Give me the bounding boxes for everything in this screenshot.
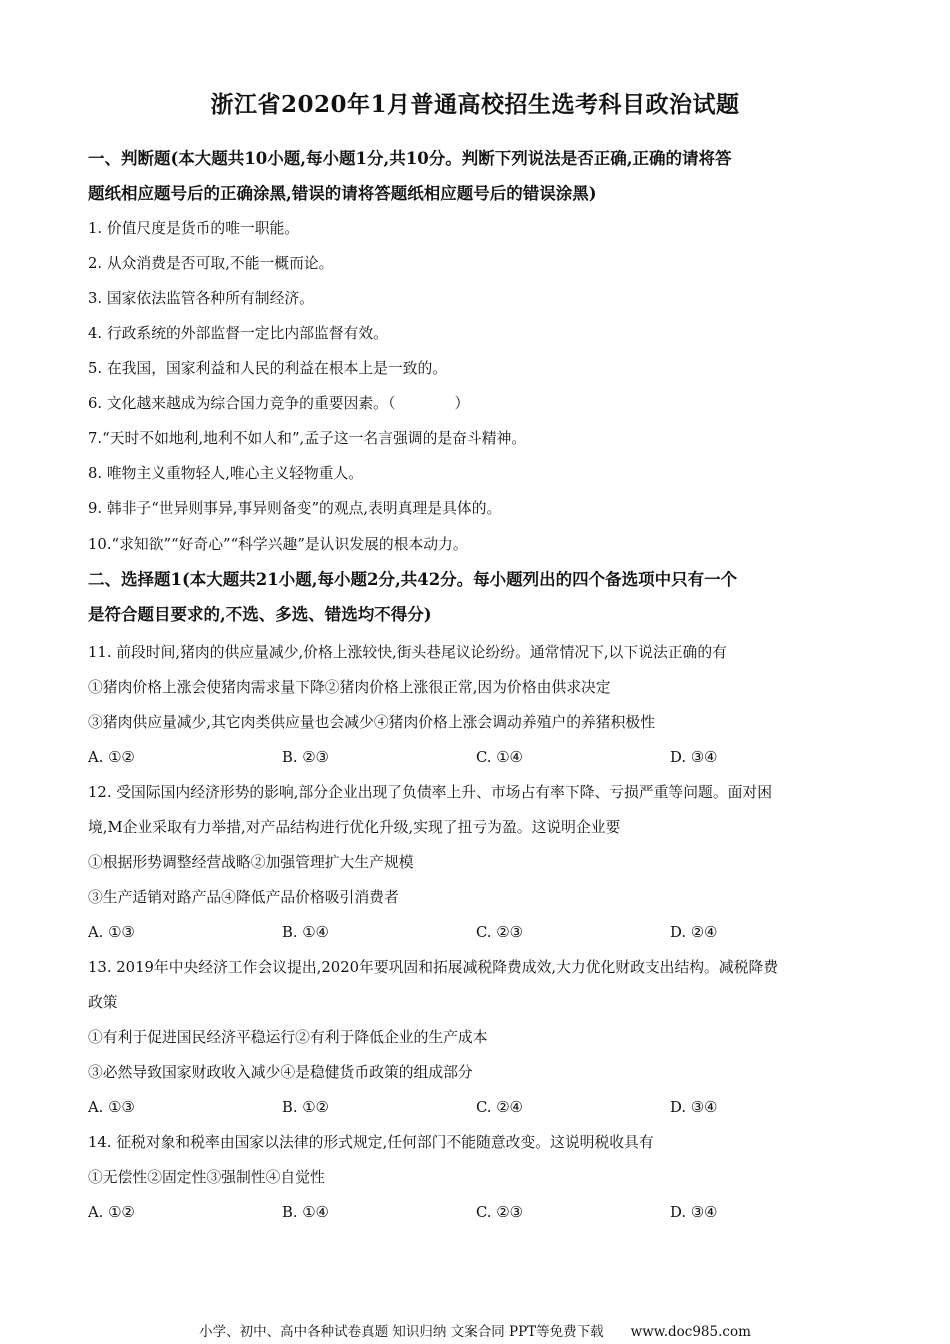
judgment-item: 3. 国家依法监管各种所有制经济。 xyxy=(88,290,314,307)
page-title: 浙江省2020年1月普通高校招生选考科目政治试题 xyxy=(210,91,740,118)
option-a: A. ①② xyxy=(88,749,135,766)
judgment-item: 9. 韩非子“世异则事异,事异则备变”的观点,表明真理是具体的。 xyxy=(88,500,502,517)
section1-heading-line1: 一、判断题(本大题共10小题,每小题1分,共10分。判断下列说法是否正确,正确的请将答 xyxy=(88,149,732,168)
option-d: D. ③④ xyxy=(670,1204,718,1221)
option-a: A. ①③ xyxy=(88,1099,135,1116)
question-stem: 政策 xyxy=(88,994,118,1011)
question-stem: 11. 前段时间,猪肉的供应量减少,价格上涨较快,街头巷尾议论纷纷。通常情况下,以下说法正确的有 xyxy=(88,644,727,661)
answer-options xyxy=(88,1097,863,1119)
option-c: C. ②③ xyxy=(476,1204,523,1221)
judgment-item: 8. 唯物主义重物轻人,唯心主义轻物重人。 xyxy=(88,465,364,482)
section2-heading-line2: 是符合题目要求的,不选、多选、错选均不得分) xyxy=(88,605,432,624)
option-b: B. ②③ xyxy=(282,749,329,766)
judgment-item: 7.“天时不如地利,地利不如人和”,孟子这一名言强调的是奋斗精神。 xyxy=(88,430,527,447)
footer-text: 小学、初中、高中各种试卷真题 知识归纳 文案合同 PPT等免费下载 www.doc985.com xyxy=(199,1324,751,1340)
question-statements: ③生产适销对路产品④降低产品价格吸引消费者 xyxy=(88,889,399,906)
question-statements: ①无偿性②固定性③强制性④自觉性 xyxy=(88,1169,325,1186)
option-d: D. ③④ xyxy=(670,1099,718,1116)
question-statements: ①根据形势调整经营战略②加强管理扩大生产规模 xyxy=(88,854,414,871)
question-statements: ①有利于促进国民经济平稳运行②有利于降低企业的生产成本 xyxy=(88,1029,488,1046)
option-b: B. ①④ xyxy=(282,924,329,941)
section1-heading-line2: 题纸相应题号后的正确涂黑,错误的请将答题纸相应题号后的错误涂黑) xyxy=(88,184,597,203)
judgment-item: 4. 行政系统的外部监督一定比内部监督有效。 xyxy=(88,325,388,342)
judgment-item: 6. 文化越来越成为综合国力竞争的重要因素。（ ） xyxy=(88,395,470,412)
question-statements: ③必然导致国家财政收入减少④是稳健货币政策的组成部分 xyxy=(88,1064,473,1081)
option-a: A. ①③ xyxy=(88,924,135,941)
question-statements: ①猪肉价格上涨会使猪肉需求量下降②猪肉价格上涨很正常,因为价格由供求决定 xyxy=(88,679,611,696)
option-d: D. ③④ xyxy=(670,749,718,766)
section2-heading-line1: 二、选择题1(本大题共21小题,每小题2分,共42分。每小题列出的四个备选项中只有一个 xyxy=(88,570,738,589)
option-c: C. ①④ xyxy=(476,749,523,766)
question-statements: ③猪肉供应量减少,其它肉类供应量也会减少④猪肉价格上涨会调动养殖户的养猪积极性 xyxy=(88,714,655,731)
option-b: B. ①④ xyxy=(282,1204,329,1221)
question-stem: 境,M企业采取有力举措,对产品结构进行优化升级,实现了扭亏为盈。这说明企业要 xyxy=(88,819,621,836)
question-stem: 13. 2019年中央经济工作会议提出,2020年要巩固和拓展减税降费成效,大力优化财政支出结构。减税降费 xyxy=(88,959,779,976)
judgment-item: 10.“求知欲”“好奇心”“科学兴趣”是认识发展的根本动力。 xyxy=(88,536,468,553)
option-d: D. ②④ xyxy=(670,924,718,941)
option-c: C. ②④ xyxy=(476,1099,523,1116)
option-b: B. ①② xyxy=(282,1099,329,1116)
question-stem: 14. 征税对象和税率由国家以法律的形式规定,任何部门不能随意改变。这说明税收具有 xyxy=(88,1134,654,1151)
judgment-item: 5. 在我国，国家利益和人民的利益在根本上是一致的。 xyxy=(88,360,448,377)
option-a: A. ①② xyxy=(88,1204,135,1221)
option-c: C. ②③ xyxy=(476,924,523,941)
answer-options xyxy=(88,747,863,769)
answer-options xyxy=(88,922,863,944)
judgment-item: 2. 从众消费是否可取,不能一概而论。 xyxy=(88,255,334,272)
answer-options xyxy=(88,1202,863,1224)
question-stem: 12. 受国际国内经济形势的影响,部分企业出现了负债率上升、市场占有率下降、亏损严重等问题。面对困 xyxy=(88,784,773,801)
judgment-item: 1. 价值尺度是货币的唯一职能。 xyxy=(88,220,300,237)
